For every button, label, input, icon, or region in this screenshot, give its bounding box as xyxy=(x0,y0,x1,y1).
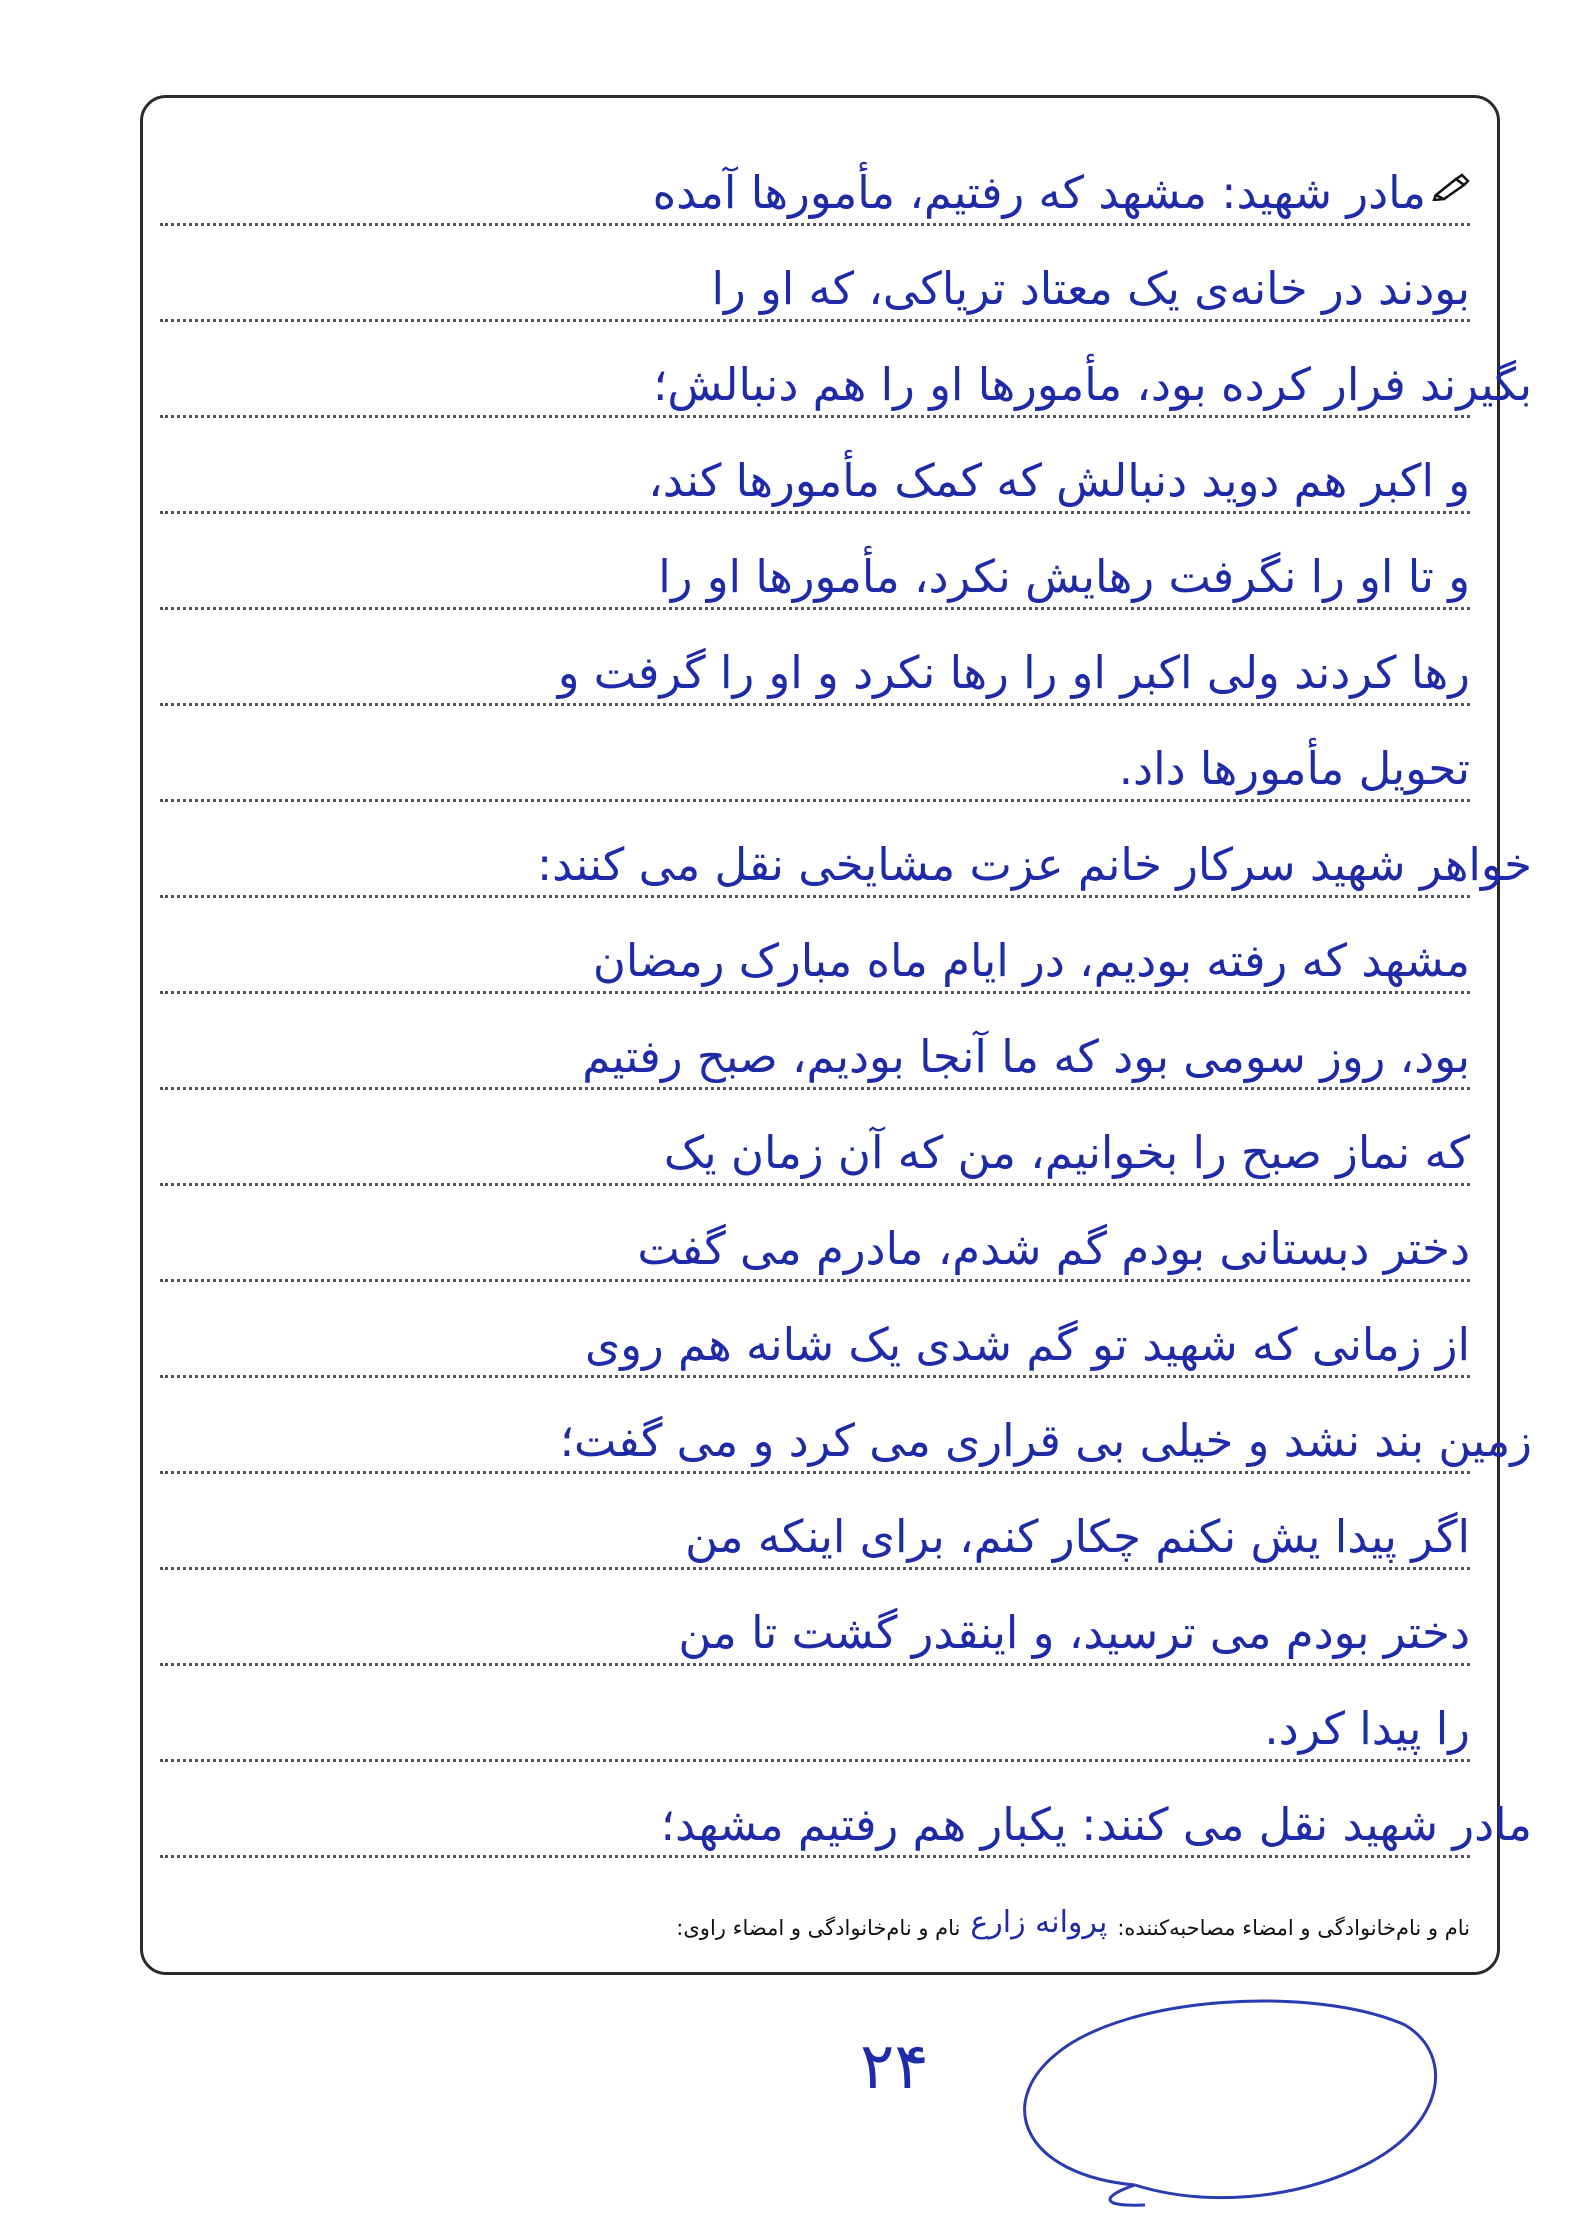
text-line xyxy=(160,514,1470,610)
text-line xyxy=(160,1378,1532,1474)
text-line xyxy=(160,802,1532,898)
text-line xyxy=(160,994,1470,1090)
text-line xyxy=(160,1570,1470,1666)
line-text: دختر دبستانی بودم گم شدم، مادرم می گفت xyxy=(637,1222,1470,1275)
line-text: از زمانی که شهید تو گم شدی یک شانه هم روی xyxy=(585,1318,1470,1371)
text-line xyxy=(160,1186,1470,1282)
text-line xyxy=(160,706,1470,802)
text-line xyxy=(160,1666,1470,1762)
line-text: تحویل مأمورها داد. xyxy=(1118,742,1470,795)
text-line xyxy=(160,226,1470,322)
line-text: و اکبر هم دوید دنبالش که کمک مأمورها کند، xyxy=(648,454,1470,507)
text-line xyxy=(160,898,1470,994)
signature-mark xyxy=(985,1985,1455,2215)
line-text: خواهر شهید سرکار خانم عزت مشایخی نقل می کنند: xyxy=(536,838,1532,891)
line-text: رها کردند ولی اکبر او را رها نکرد و او را گرفت و xyxy=(557,646,1470,699)
narrator-label: نام و نام‌خانوادگی و امضاء راوی: xyxy=(676,1916,961,1940)
text-line xyxy=(160,1090,1470,1186)
handwritten-text-body xyxy=(160,130,1532,1858)
text-line xyxy=(160,1474,1470,1570)
text-line xyxy=(160,130,1470,226)
line-text: مادر شهید: مشهد که رفتیم، مأمورها آمده xyxy=(652,166,1426,219)
line-text: که نماز صبح را بخوانیم، من که آن زمان یک xyxy=(663,1126,1470,1179)
text-line xyxy=(160,322,1532,418)
line-text: بودند در خانه‌ی یک معتاد تریاکی، که او را xyxy=(711,262,1470,315)
line-text: و تا او را نگرفت رهایش نکرد، مأمورها او را xyxy=(658,550,1470,603)
line-text: زمین بند نشد و خیلی بی قراری می کرد و می گفت؛ xyxy=(559,1414,1532,1467)
text-line xyxy=(160,610,1470,706)
line-text: را پیدا کرد. xyxy=(1264,1702,1470,1755)
line-text: بگیرند فرار کرده بود، مأمورها او را هم دنبالش؛ xyxy=(653,358,1532,411)
pen-icon xyxy=(1432,173,1470,201)
line-text: مادر شهید نقل می کنند: یکبار هم رفتیم مشهد؛ xyxy=(660,1798,1532,1851)
line-text: بود، روز سومی بود که ما آنجا بودیم، صبح رفتیم xyxy=(582,1030,1470,1083)
signature-footer xyxy=(160,1905,1470,1940)
line-text: مشهد که رفته بودیم، در ایام ماه مبارک رمضان xyxy=(592,934,1470,987)
interviewer-signature: پروانه زارع xyxy=(970,1905,1108,1940)
page-number: ۲۴ xyxy=(860,2030,929,2104)
text-line xyxy=(160,1762,1532,1858)
line-text: دختر بودم می ترسید، و اینقدر گشت تا من xyxy=(678,1606,1470,1659)
line-text: اگر پیدا یش نکنم چکار کنم، برای اینکه من xyxy=(685,1510,1470,1563)
text-line xyxy=(160,1282,1470,1378)
interviewer-label: نام و نام‌خانوادگی و امضاء مصاحبه‌کننده: xyxy=(1117,1916,1470,1940)
text-line xyxy=(160,418,1470,514)
